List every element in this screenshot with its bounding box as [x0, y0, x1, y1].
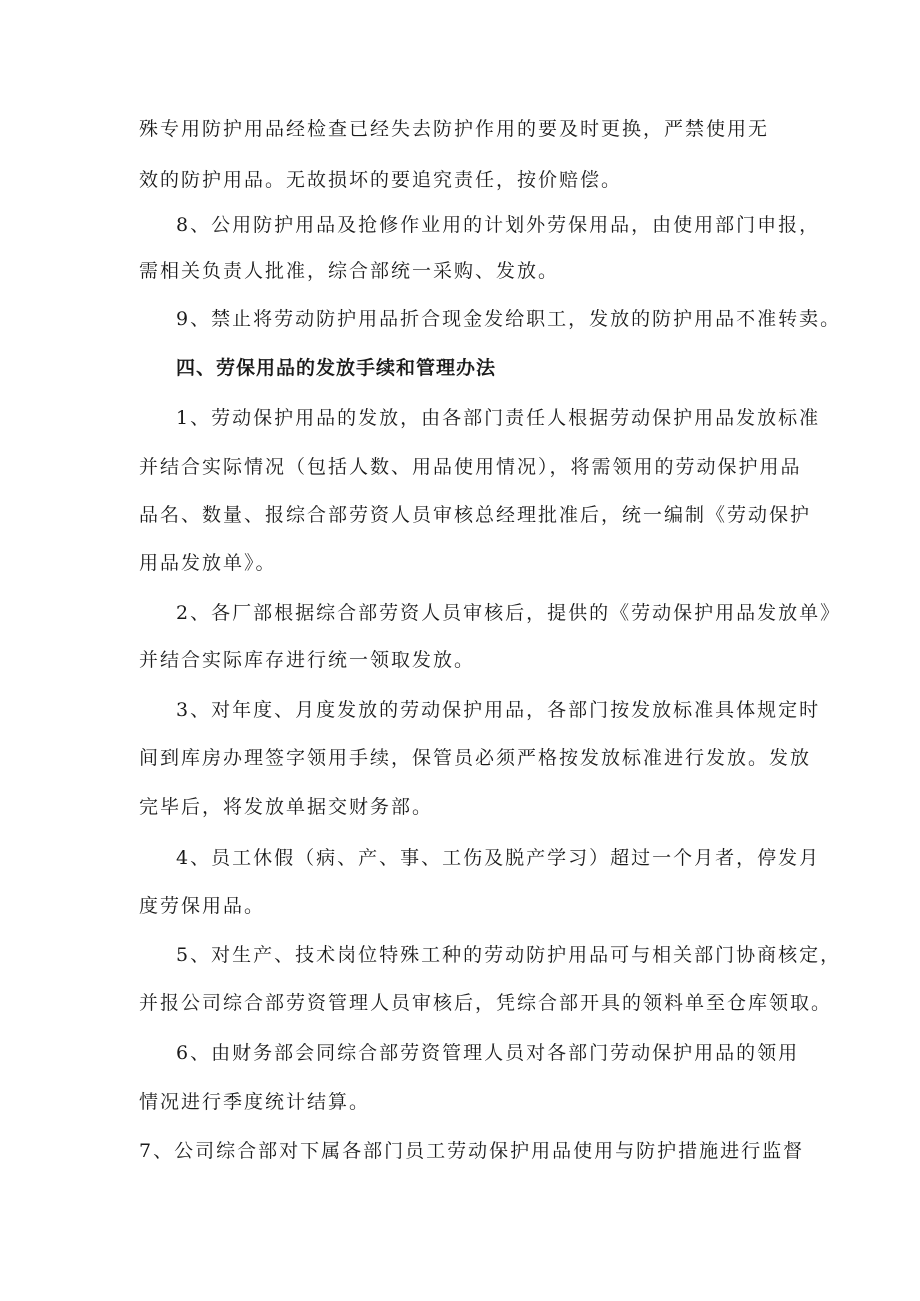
text-line-8: 并结合实际情况（包括人数、用品使用情况），将需领用的劳动保护用品: [139, 456, 802, 478]
text-line-11: 2、各厂部根据综合部劳资人员审核后，提供的《劳动保护用品发放单》: [176, 602, 842, 624]
text-line-17: 度劳保用品。: [139, 895, 266, 917]
text-line-2: 效的防护用品。无故损坏的要追究责任，按价赔偿。: [139, 169, 623, 191]
text-line-22: 7、公司综合部对下属各部门员工劳动保护用品使用与防护措施进行监督: [139, 1140, 805, 1162]
text-line-16: 4、员工休假（病、产、事、工伤及脱产学习）超过一个月者，停发月: [176, 847, 821, 869]
text-line-13: 3、对年度、月度发放的劳动保护用品，各部门按发放标准具体规定时: [176, 699, 821, 721]
section-heading: 四、劳保用品的发放手续和管理办法: [176, 357, 497, 379]
text-line-9: 品名、数量、报综合部劳资人员审核总经理批准后，统一编制《劳动保护: [139, 504, 812, 526]
text-line-12: 并结合实际库存进行统一领取发放。: [139, 649, 476, 671]
text-line-4: 需相关负责人批准，综合部统一采购、发放。: [139, 260, 560, 282]
text-line-3: 8、公用防护用品及抢修作业用的计划外劳保用品，由使用部门申报，: [176, 214, 821, 236]
text-line-5: 9、禁止将劳动防护用品折合现金发给职工，发放的防护用品不准转卖。: [176, 308, 842, 330]
text-line-10: 用品发放单》。: [139, 552, 277, 574]
text-line-14: 间到库房办理签字领用手续，保管员必须严格按发放标准进行发放。发放: [139, 747, 812, 769]
text-line-15: 完毕后，将发放单据交财务部。: [139, 796, 434, 818]
text-line-21: 情况进行季度统计结算。: [139, 1091, 371, 1113]
text-line-18: 5、对生产、技术岗位特殊工种的劳动防护用品可与相关部门协商核定，: [176, 944, 842, 966]
text-line-1: 殊专用防护用品经检查已经失去防护作用的要及时更换，严禁使用无: [139, 118, 770, 140]
text-line-19: 并报公司综合部劳资管理人员审核后，凭综合部开具的领料单至仓库领取。: [139, 992, 833, 1014]
text-line-7: 1、劳动保护用品的发放，由各部门责任人根据劳动保护用品发放标准: [176, 407, 821, 429]
text-line-20: 6、由财务部会同综合部劳资管理人员对各部门劳动保护用品的领用: [176, 1042, 800, 1064]
